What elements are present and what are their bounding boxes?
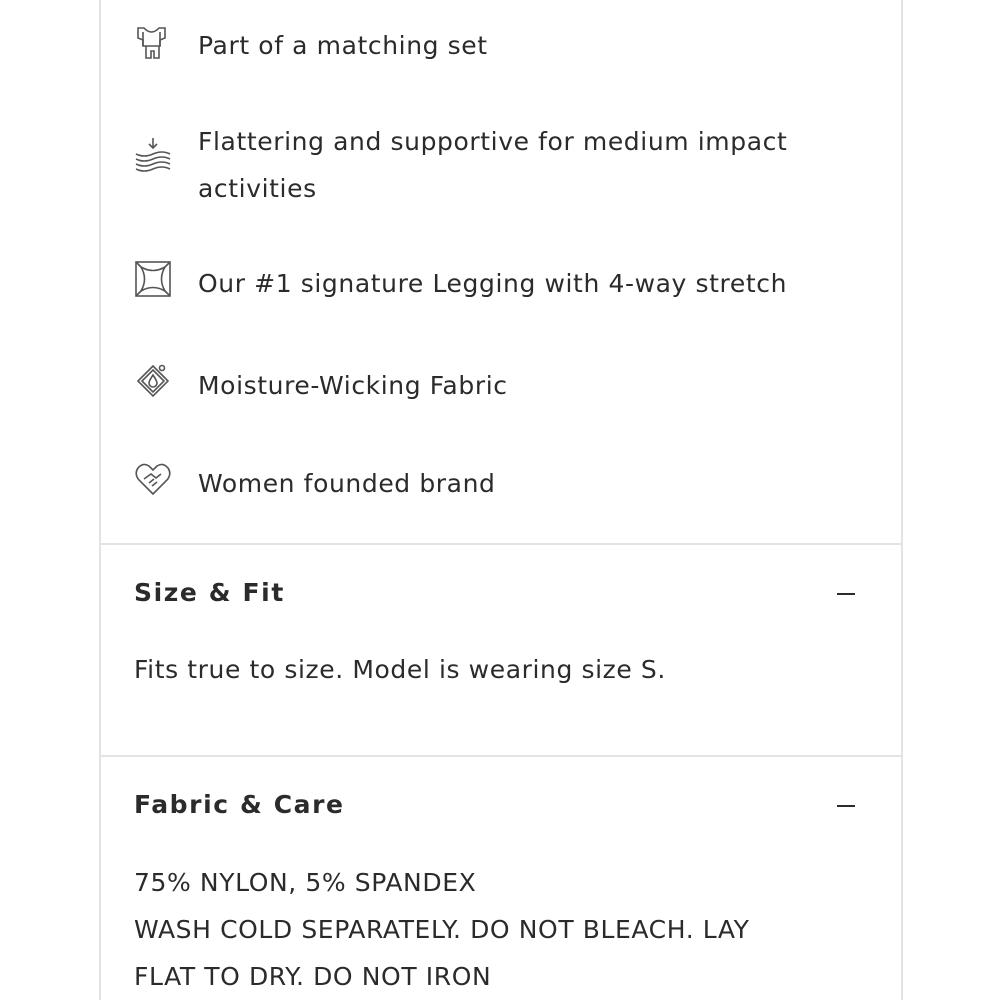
section-divider (101, 543, 901, 545)
feature-text: Flattering and supportive for medium impact activities (198, 127, 788, 203)
heart-handshake-icon (134, 460, 172, 498)
matching-set-icon (134, 22, 172, 60)
care-instructions-line: FLAT TO DRY. DO NOT IRON (134, 962, 492, 991)
four-way-stretch-icon (134, 260, 172, 298)
care-instructions-line: WASH COLD SEPARATELY. DO NOT BLEACH. LAY (134, 915, 750, 944)
fabric-composition: 75% NYLON, 5% SPANDEX (134, 868, 477, 897)
feature-text: Part of a matching set (198, 31, 488, 60)
size-fit-title[interactable]: Size & Fit (134, 578, 285, 607)
size-fit-collapse-icon[interactable] (835, 583, 857, 605)
section-divider (101, 755, 901, 757)
fabric-care-title[interactable]: Fabric & Care (134, 790, 345, 819)
fabric-care-body (134, 859, 874, 1000)
product-details-card (99, 0, 903, 1000)
support-compression-icon (134, 136, 172, 174)
feature-text: Women founded brand (198, 469, 496, 498)
feature-text: Our #1 signature Legging with 4-way stretch (198, 269, 788, 298)
feature-text: Moisture-Wicking Fabric (198, 371, 508, 400)
size-fit-body: Fits true to size. Model is wearing size S. (134, 655, 666, 684)
moisture-wicking-icon (134, 362, 172, 400)
fabric-care-collapse-icon[interactable] (835, 795, 857, 817)
